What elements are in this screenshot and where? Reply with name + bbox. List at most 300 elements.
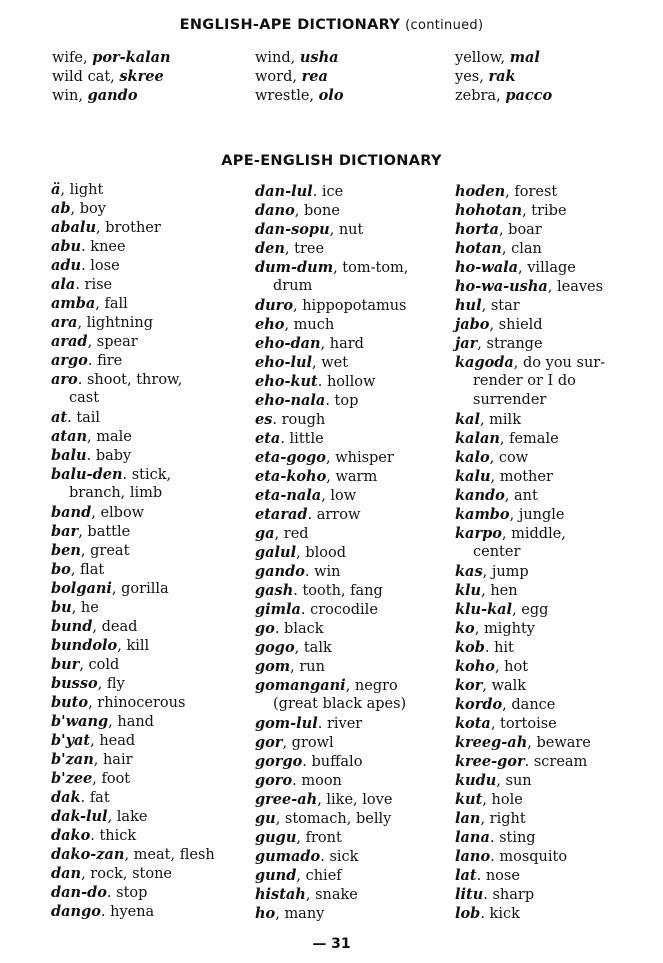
english-definition: nut [338, 222, 364, 238]
ape-translation: gando [87, 87, 138, 104]
english-definition: black [284, 621, 324, 637]
separator: . [317, 716, 327, 732]
separator: , [496, 773, 506, 789]
ape-headword: ga [255, 525, 275, 542]
dictionary-entry [455, 847, 605, 866]
separator: , [490, 469, 500, 485]
ape-headword: eho-nala [255, 392, 326, 409]
separator: , [326, 469, 336, 485]
separator: , [504, 488, 515, 504]
separator: , [499, 431, 510, 447]
english-definition: rise [84, 277, 113, 293]
separator: , [481, 298, 491, 314]
english-definition: hen [490, 583, 518, 599]
dictionary-entry [455, 790, 605, 809]
separator: , [522, 203, 532, 219]
english-definition: star [490, 298, 520, 314]
dictionary-entry [51, 864, 215, 883]
ape-headword: ala [51, 276, 76, 293]
ape-headword: kut [455, 791, 483, 808]
entry-continuation: render or I do [473, 373, 576, 389]
separator: , [518, 260, 528, 276]
english-definition: hollow [326, 374, 376, 390]
dictionary-entry [52, 86, 171, 105]
ape-translation: rea [301, 68, 328, 85]
separator: , [513, 355, 524, 371]
separator: , [117, 638, 127, 654]
dictionary-entry [255, 543, 408, 562]
english-definition: hole [491, 792, 523, 808]
dictionary-entry [255, 505, 408, 524]
english-definition: front [305, 830, 342, 846]
separator: , [496, 88, 506, 104]
ape-headword: aro [51, 371, 78, 388]
dictionary-entry [455, 828, 605, 847]
separator: , [77, 315, 87, 331]
ape-headword: karpo [455, 525, 502, 542]
dictionary-entry [255, 239, 408, 258]
english-definition: knee [90, 239, 126, 255]
ape-headword: histah [255, 886, 306, 903]
dictionary-entry [255, 448, 408, 467]
ape-headword: ho [255, 905, 276, 922]
ape-headword: ho-wa-usha [455, 278, 548, 295]
dictionary-entry [255, 828, 408, 847]
english-definition: flat [80, 562, 105, 578]
english-definition: middle, [511, 526, 566, 542]
dictionary-entry [455, 809, 605, 828]
english-ape-title: ENGLISH-APE DICTIONARY [179, 17, 401, 33]
separator: , [88, 695, 98, 711]
ape-headword: gumado [255, 848, 321, 865]
dictionary-entry [455, 866, 605, 885]
dictionary-entry [455, 86, 552, 105]
english-definition: chief [305, 868, 342, 884]
ape-english-title: APE-ENGLISH DICTIONARY [221, 153, 442, 169]
dictionary-entry [51, 332, 215, 351]
dictionary-entry [455, 182, 605, 201]
dictionary-entry [455, 277, 605, 296]
ape-headword: b'zee [51, 770, 93, 787]
english-word: zebra [455, 88, 497, 104]
english-definition: arrow [316, 507, 361, 523]
separator: , [95, 220, 106, 236]
ape-headword: dak [51, 789, 81, 806]
english-definition: dead [101, 619, 138, 635]
separator: , [70, 562, 81, 578]
separator: , [333, 260, 343, 276]
dictionary-entry [51, 275, 215, 294]
dictionary-entry [255, 885, 408, 904]
ape-headword: dango [51, 903, 101, 920]
dictionary-entry [455, 562, 605, 581]
ape-headword: kudu [455, 772, 497, 789]
separator: . [77, 372, 87, 388]
separator: . [476, 868, 486, 884]
ape-headword: buto [51, 694, 89, 711]
english-definition: lose [90, 258, 120, 274]
english-definition: strange [486, 336, 543, 352]
dictionary-entry [51, 712, 215, 731]
english-definition: nose [485, 868, 520, 884]
separator: , [489, 450, 499, 466]
ape-translation: olo [318, 87, 344, 104]
separator: . [524, 754, 534, 770]
english-definition: fire [97, 353, 123, 369]
ape-headword: lat [455, 867, 477, 884]
separator: , [320, 336, 330, 352]
ape-headword: klu [455, 582, 482, 599]
english-definition: egg [521, 602, 549, 618]
dictionary-entry [255, 866, 408, 885]
separator: . [87, 353, 98, 369]
english-definition: stomach, belly [284, 811, 392, 827]
dictionary-entry [255, 790, 408, 809]
dictionary-entry [255, 372, 408, 391]
separator: , [329, 222, 339, 238]
separator: . [304, 564, 315, 580]
ape-headword: etarad [255, 506, 308, 523]
separator: , [477, 336, 487, 352]
ape-headword: eta [255, 430, 281, 447]
dictionary-entry [455, 258, 605, 277]
ape-headword: ben [51, 542, 81, 559]
ape-headword: gash [255, 582, 294, 599]
english-definition: kill [126, 638, 150, 654]
ape-english-heading [0, 153, 663, 169]
dictionary-entry [455, 752, 605, 771]
english-definition: snake [315, 887, 358, 903]
english-definition: sting [499, 830, 536, 846]
separator: , [479, 412, 490, 428]
separator: . [307, 507, 317, 523]
ape-headword: arad [51, 333, 88, 350]
dictionary-entry [255, 562, 408, 581]
separator: , [93, 752, 103, 768]
separator: , [317, 792, 327, 808]
entry-continuation: cast [69, 390, 100, 406]
english-definition: lightning [86, 315, 153, 331]
ape-headword: bar [51, 523, 79, 540]
english-definition: walk [491, 678, 527, 694]
separator: , [489, 317, 499, 333]
english-word: wild cat [52, 69, 111, 85]
ape-translation: por-kalan [92, 49, 171, 66]
ape-headword: band [51, 504, 92, 521]
english-definition: sun [505, 773, 532, 789]
separator: , [345, 678, 355, 694]
dictionary-entry [52, 48, 171, 67]
ape-headword: kando [455, 487, 505, 504]
ape-headword: eho-dan [255, 335, 321, 352]
english-definition: brother [105, 220, 161, 236]
english-definition: baby [95, 448, 132, 464]
separator: , [501, 526, 512, 542]
separator: , [124, 847, 134, 863]
ape-headword: eho-lul [255, 354, 313, 371]
separator: , [80, 543, 91, 559]
separator: , [321, 488, 331, 504]
separator: . [280, 431, 290, 447]
dictionary-entry [455, 904, 605, 923]
ape-headword: bundolo [51, 637, 118, 654]
english-definition: hot [504, 659, 529, 675]
ape-headword: kambo [455, 506, 510, 523]
english-definition: right [489, 811, 526, 827]
ape-headword: eho [255, 316, 285, 333]
dictionary-entry [255, 600, 408, 619]
dictionary-entry [51, 218, 215, 237]
separator: , [527, 735, 537, 751]
dictionary-entry [455, 220, 605, 239]
dictionary-entry [255, 771, 408, 790]
dictionary-entry [51, 655, 215, 674]
english-definition: red [283, 526, 309, 542]
dictionary-entry [52, 67, 171, 86]
separator: , [274, 526, 284, 542]
english-definition: many [284, 906, 325, 922]
english-definition: ice [321, 184, 344, 200]
separator: , [512, 602, 522, 618]
dictionary-entry [455, 239, 605, 258]
english-definition: forest [514, 184, 558, 200]
ape-headword: gom-lul [255, 715, 318, 732]
english-definition: lake [116, 809, 148, 825]
dictionary-entry [255, 676, 408, 695]
separator: , [87, 334, 97, 350]
ape-headword: abalu [51, 219, 96, 236]
english-definition: shoot, throw, [86, 372, 183, 388]
separator: , [275, 906, 285, 922]
dictionary-entry [455, 600, 605, 619]
ape-headword: dan-do [51, 884, 107, 901]
dictionary-entry [255, 48, 344, 67]
dictionary-entry [255, 353, 408, 372]
separator: , [275, 811, 285, 827]
ape-headword: kagoda [455, 354, 514, 371]
separator: , [294, 203, 304, 219]
separator: , [71, 600, 81, 616]
ape-headword: b'yat [51, 732, 91, 749]
ape-headword: litu [455, 886, 484, 903]
english-definition: crocodile [310, 602, 378, 618]
english-definition: hit [494, 640, 514, 656]
dictionary-entry [255, 391, 408, 410]
separator: , [97, 676, 107, 692]
ape-headword: hohotan [455, 202, 523, 219]
english-definition: sick [329, 849, 359, 865]
separator: , [490, 716, 501, 732]
separator: . [100, 904, 111, 920]
separator: . [490, 849, 500, 865]
dictionary-entry [51, 750, 215, 769]
separator: , [482, 792, 492, 808]
english-word: wind [255, 50, 291, 66]
separator: . [325, 393, 335, 409]
dictionary-entry [51, 845, 215, 864]
separator: , [294, 640, 304, 656]
ape-headword: dano [255, 202, 295, 219]
separator: , [305, 887, 316, 903]
dictionary-entry [255, 220, 408, 239]
dictionary-entry [255, 581, 408, 600]
ape-headword: gu [255, 810, 276, 827]
dictionary-entry [455, 353, 605, 372]
ape-headword: gimla [255, 601, 301, 618]
dictionary-entry [455, 315, 605, 334]
separator: , [290, 659, 300, 675]
separator: , [325, 450, 336, 466]
ape-translation: usha [299, 49, 339, 66]
ape-translation: pacco [505, 87, 553, 104]
ape-headword: b'wang [51, 713, 109, 730]
separator: , [480, 811, 490, 827]
separator: , [78, 88, 88, 104]
dictionary-entry [255, 467, 408, 486]
dictionary-entry [51, 769, 215, 788]
separator: . [320, 849, 330, 865]
ape-headword: dako [51, 827, 91, 844]
dictionary-entry [255, 809, 408, 828]
english-definition: much [293, 317, 335, 333]
dictionary-entry [51, 693, 215, 712]
separator: , [92, 771, 102, 787]
separator: , [92, 619, 102, 635]
ape-headword: adu [51, 257, 82, 274]
ape-headword: gomangani [255, 677, 346, 694]
dictionary-entry [455, 410, 605, 429]
ape-headword: goro [255, 772, 293, 789]
separator: , [95, 296, 105, 312]
dictionary-entry [51, 199, 215, 218]
ape-headword: kas [455, 563, 483, 580]
english-definition: hyena [110, 904, 155, 920]
dictionary-entry [51, 237, 215, 256]
dictionary-entry [455, 581, 605, 600]
ape-headword: gogo [255, 639, 295, 656]
ape-headword: gom [255, 658, 291, 675]
english-definition: little [289, 431, 324, 447]
dictionary-entry [51, 408, 215, 427]
separator: . [67, 410, 77, 426]
ape-headword: lano [455, 848, 491, 865]
english-ape-column-1 [52, 48, 171, 105]
dictionary-entry [255, 524, 408, 543]
dictionary-entry [51, 674, 215, 693]
separator: , [79, 657, 89, 673]
separator: , [500, 50, 510, 66]
ape-headword: bur [51, 656, 80, 673]
ape-headword: kal [455, 411, 480, 428]
separator: , [70, 201, 80, 217]
dictionary-entry [255, 657, 408, 676]
english-definition: elbow [100, 505, 145, 521]
dictionary-entry [51, 503, 215, 522]
dictionary-entry [455, 467, 605, 486]
separator: , [108, 714, 118, 730]
english-definition: kick [489, 906, 520, 922]
separator: , [81, 866, 91, 882]
separator: , [498, 222, 509, 238]
english-definition: warm [335, 469, 378, 485]
entry-continuation: surrender [473, 392, 547, 408]
dictionary-entry [51, 427, 215, 446]
separator: , [501, 241, 512, 257]
separator: , [111, 581, 122, 597]
ape-headword: gugu [255, 829, 297, 846]
english-definition: clan [511, 241, 542, 257]
dictionary-entry [51, 294, 215, 313]
english-definition: hand [117, 714, 154, 730]
dictionary-entry [455, 771, 605, 790]
english-definition: great [90, 543, 130, 559]
dictionary-entry [455, 657, 605, 676]
separator: . [86, 448, 96, 464]
ape-headword: eta-gogo [255, 449, 326, 466]
separator: , [110, 69, 120, 85]
separator: . [300, 602, 311, 618]
separator: , [83, 50, 93, 66]
english-definition: tree [294, 241, 325, 257]
english-definition: village [527, 260, 576, 276]
dictionary-entry [255, 201, 408, 220]
english-definition: head [99, 733, 136, 749]
ape-headword: duro [255, 297, 293, 314]
english-definition: shield [498, 317, 543, 333]
separator: . [90, 828, 100, 844]
english-definition: mosquito [499, 849, 568, 865]
dictionary-entry [455, 429, 605, 448]
english-definition: rhinocerous [97, 695, 186, 711]
english-word: yes [455, 69, 480, 85]
ape-headword: es [255, 411, 273, 428]
dictionary-entry [455, 505, 605, 524]
english-definition: milk [489, 412, 521, 428]
ape-headword: balu-den [51, 466, 123, 483]
english-ape-column-3 [455, 48, 552, 105]
ape-headword: jabo [455, 316, 490, 333]
dictionary-entry [51, 180, 215, 199]
ape-headword: ara [51, 314, 78, 331]
dictionary-entry [455, 619, 605, 638]
dictionary-entry [51, 370, 215, 389]
separator: . [317, 374, 327, 390]
english-definition: bone [303, 203, 340, 219]
english-word: wrestle [255, 88, 310, 104]
dictionary-entry [455, 67, 552, 86]
english-ape-heading [0, 17, 663, 33]
separator: , [509, 507, 519, 523]
dictionary-entry [51, 351, 215, 370]
english-definition: thick [99, 828, 137, 844]
ape-headword: kalu [455, 468, 491, 485]
english-word: word [255, 69, 293, 85]
ape-headword: gree-ah [255, 791, 318, 808]
english-definition: stick, [131, 467, 172, 483]
dictionary-entry [255, 86, 344, 105]
separator: . [75, 277, 85, 293]
separator: . [480, 906, 490, 922]
ape-headword: ab [51, 200, 71, 217]
separator: , [296, 545, 306, 561]
ape-headword: jar [455, 335, 478, 352]
separator: , [292, 69, 302, 85]
ape-headword: lan [455, 810, 481, 827]
dictionary-entry [455, 201, 605, 220]
english-definition: meat, flesh [133, 847, 215, 863]
separator: , [312, 355, 322, 371]
separator: , [296, 830, 306, 846]
